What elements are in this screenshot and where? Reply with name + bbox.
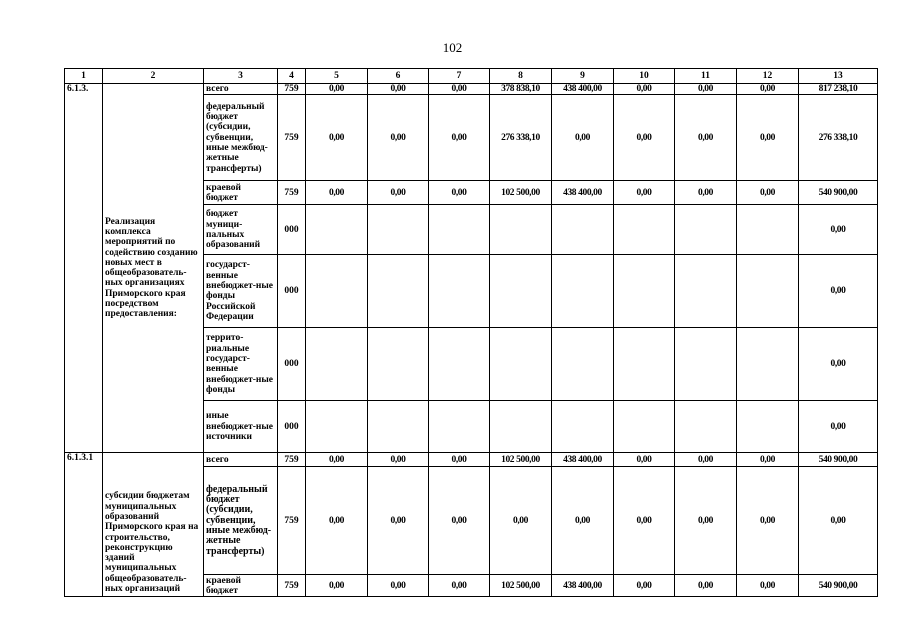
amount-cell: 0,00 bbox=[614, 453, 675, 467]
col-header: 8 bbox=[490, 69, 552, 84]
amount-cell bbox=[368, 205, 429, 255]
amount-cell bbox=[737, 255, 799, 328]
amount-cell bbox=[614, 205, 675, 255]
amount-cell bbox=[614, 255, 675, 328]
funding-source: всего bbox=[204, 453, 278, 467]
amount-cell: 276 338,10 bbox=[799, 95, 878, 181]
amount-cell: 0,00 bbox=[368, 453, 429, 467]
col-header: 12 bbox=[737, 69, 799, 84]
amount-cell: 817 238,10 bbox=[799, 84, 878, 95]
kbk-code: 000 bbox=[278, 205, 306, 255]
item-code: 6.1.3.1 bbox=[65, 453, 103, 597]
amount-cell: 0,00 bbox=[799, 328, 878, 401]
amount-cell: 0,00 bbox=[737, 181, 799, 205]
col-header: 2 bbox=[103, 69, 204, 84]
funding-source: бюджет муници-пальных образований bbox=[204, 205, 278, 255]
amount-cell bbox=[490, 255, 552, 328]
amount-cell bbox=[368, 255, 429, 328]
amount-cell bbox=[429, 401, 490, 453]
funding-source: иные внебюджет-ные источники bbox=[204, 401, 278, 453]
amount-cell: 0,00 bbox=[675, 467, 737, 575]
amount-cell bbox=[306, 255, 368, 328]
funding-source: федеральный бюджет (субсидии, субвенции, иные межбюд-жетные трансферты) bbox=[204, 95, 278, 181]
amount-cell: 0,00 bbox=[306, 181, 368, 205]
amount-cell: 102 500,00 bbox=[490, 181, 552, 205]
amount-cell: 0,00 bbox=[306, 453, 368, 467]
amount-cell: 0,00 bbox=[799, 205, 878, 255]
amount-cell bbox=[675, 255, 737, 328]
amount-cell bbox=[490, 401, 552, 453]
amount-cell: 0,00 bbox=[737, 575, 799, 597]
col-header: 5 bbox=[306, 69, 368, 84]
amount-cell: 0,00 bbox=[675, 453, 737, 467]
kbk-code: 759 bbox=[278, 84, 306, 95]
kbk-code: 759 bbox=[278, 453, 306, 467]
amount-cell: 438 400,00 bbox=[552, 181, 614, 205]
amount-cell: 0,00 bbox=[368, 84, 429, 95]
amount-cell bbox=[306, 328, 368, 401]
amount-cell bbox=[306, 401, 368, 453]
amount-cell: 0,00 bbox=[799, 255, 878, 328]
col-header: 11 bbox=[675, 69, 737, 84]
amount-cell: 0,00 bbox=[429, 95, 490, 181]
amount-cell bbox=[737, 205, 799, 255]
funding-source: террито-риальные государст-венные внебюджет-ные фонды bbox=[204, 328, 278, 401]
amount-cell: 0,00 bbox=[429, 575, 490, 597]
amount-cell: 0,00 bbox=[306, 575, 368, 597]
col-header: 4 bbox=[278, 69, 306, 84]
amount-cell: 540 900,00 bbox=[799, 453, 878, 467]
amount-cell: 0,00 bbox=[490, 467, 552, 575]
funding-source: краевой бюджет bbox=[204, 181, 278, 205]
amount-cell bbox=[737, 401, 799, 453]
amount-cell: 540 900,00 bbox=[799, 575, 878, 597]
col-header: 1 bbox=[65, 69, 103, 84]
amount-cell bbox=[614, 401, 675, 453]
amount-cell: 378 838,10 bbox=[490, 84, 552, 95]
item-name: субсидии бюджетам муниципальных образований Приморского края на строительство, реконструкцию зданий муниципальных общеобразователь-ных организаций bbox=[103, 453, 204, 597]
amount-cell: 0,00 bbox=[306, 84, 368, 95]
amount-cell: 0,00 bbox=[614, 181, 675, 205]
col-header: 7 bbox=[429, 69, 490, 84]
amount-cell bbox=[429, 255, 490, 328]
amount-cell: 0,00 bbox=[368, 181, 429, 205]
amount-cell bbox=[737, 328, 799, 401]
amount-cell bbox=[490, 205, 552, 255]
col-header: 6 bbox=[368, 69, 429, 84]
table-row bbox=[65, 453, 878, 467]
amount-cell: 0,00 bbox=[429, 467, 490, 575]
amount-cell: 102 500,00 bbox=[490, 575, 552, 597]
amount-cell bbox=[429, 205, 490, 255]
amount-cell: 0,00 bbox=[306, 467, 368, 575]
funding-source: государст-венные внебюджет-ные фонды Российской Федерации bbox=[204, 255, 278, 328]
amount-cell bbox=[490, 328, 552, 401]
amount-cell bbox=[675, 205, 737, 255]
amount-cell bbox=[368, 328, 429, 401]
amount-cell: 540 900,00 bbox=[799, 181, 878, 205]
kbk-code: 000 bbox=[278, 401, 306, 453]
header-row bbox=[65, 69, 878, 84]
amount-cell: 0,00 bbox=[675, 84, 737, 95]
amount-cell: 0,00 bbox=[368, 467, 429, 575]
amount-cell: 0,00 bbox=[552, 467, 614, 575]
budget-table bbox=[64, 68, 878, 597]
col-header: 3 bbox=[204, 69, 278, 84]
funding-source: краевой бюджет bbox=[204, 575, 278, 597]
amount-cell: 0,00 bbox=[614, 95, 675, 181]
amount-cell bbox=[429, 328, 490, 401]
amount-cell: 0,00 bbox=[737, 453, 799, 467]
item-name: Реализация комплекса мероприятий по содействию созданию новых мест в общеобразователь-ных организациях Приморского края посредством предоставления: bbox=[103, 84, 204, 453]
amount-cell: 0,00 bbox=[737, 84, 799, 95]
amount-cell: 276 338,10 bbox=[490, 95, 552, 181]
funding-source: всего bbox=[204, 84, 278, 95]
amount-cell: 0,00 bbox=[429, 453, 490, 467]
amount-cell: 0,00 bbox=[675, 95, 737, 181]
amount-cell: 0,00 bbox=[614, 467, 675, 575]
amount-cell: 0,00 bbox=[799, 467, 878, 575]
kbk-code: 759 bbox=[278, 181, 306, 205]
amount-cell: 0,00 bbox=[675, 181, 737, 205]
amount-cell bbox=[368, 401, 429, 453]
amount-cell: 102 500,00 bbox=[490, 453, 552, 467]
amount-cell: 0,00 bbox=[306, 95, 368, 181]
amount-cell: 438 400,00 bbox=[552, 84, 614, 95]
amount-cell bbox=[552, 401, 614, 453]
amount-cell bbox=[306, 205, 368, 255]
amount-cell: 0,00 bbox=[737, 95, 799, 181]
table-row bbox=[65, 84, 878, 95]
col-header: 10 bbox=[614, 69, 675, 84]
item-code: 6.1.3. bbox=[65, 84, 103, 453]
amount-cell: 438 400,00 bbox=[552, 453, 614, 467]
amount-cell bbox=[614, 328, 675, 401]
amount-cell: 0,00 bbox=[429, 181, 490, 205]
amount-cell bbox=[675, 328, 737, 401]
amount-cell bbox=[552, 328, 614, 401]
kbk-code: 759 bbox=[278, 95, 306, 181]
amount-cell: 0,00 bbox=[614, 575, 675, 597]
amount-cell: 0,00 bbox=[675, 575, 737, 597]
amount-cell bbox=[675, 401, 737, 453]
funding-source: федеральный бюджет (субсидии, субвенции, иные межбюд-жетные трансферты) bbox=[204, 467, 278, 575]
amount-cell: 0,00 bbox=[552, 95, 614, 181]
amount-cell: 0,00 bbox=[368, 95, 429, 181]
amount-cell: 0,00 bbox=[614, 84, 675, 95]
amount-cell: 0,00 bbox=[368, 575, 429, 597]
col-header: 9 bbox=[552, 69, 614, 84]
amount-cell: 0,00 bbox=[737, 467, 799, 575]
col-header: 13 bbox=[799, 69, 878, 84]
amount-cell bbox=[552, 255, 614, 328]
kbk-code: 759 bbox=[278, 467, 306, 575]
page-number: 102 bbox=[442, 40, 463, 55]
amount-cell bbox=[552, 205, 614, 255]
kbk-code: 000 bbox=[278, 328, 306, 401]
kbk-code: 759 bbox=[278, 575, 306, 597]
kbk-code: 000 bbox=[278, 255, 306, 328]
amount-cell: 0,00 bbox=[799, 401, 878, 453]
amount-cell: 0,00 bbox=[429, 84, 490, 95]
amount-cell: 438 400,00 bbox=[552, 575, 614, 597]
